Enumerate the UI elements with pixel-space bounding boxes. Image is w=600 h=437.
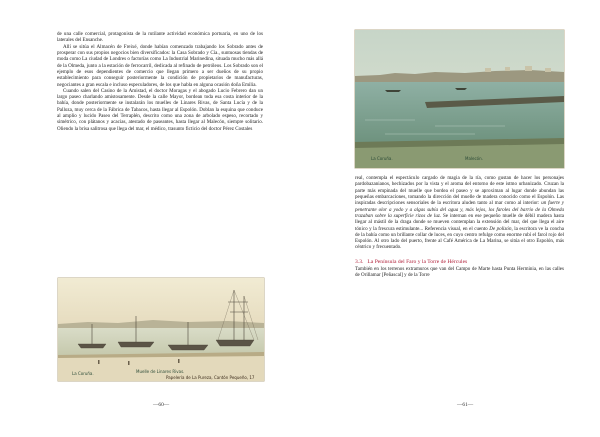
right-paragraph-1-middle: Se internan en ese pequeño muelle de débil madera hasta llegar al mástil de la draga donde se mueven contemplan la extensión del mar, del que llega el aire tónico y la frescura estimulante... Referencia visual, en el cuento	[355, 212, 564, 232]
left-body-text	[57, 31, 263, 132]
right-paragraph-1-end: la escritora ve la concha de la bahía como un brillante collar de luces, en cuyo centro refulge como enorme rubí el farol rojo del Espolón. Al otro lado del puerto, frente al Café América de La Marina, se sitúa el otro Espolón, más céntrico y frecuentado.	[355, 225, 565, 251]
section-number: 3.3.	[355, 258, 364, 265]
section-heading	[355, 259, 564, 266]
section-title: La Península del Faro y la Torre de Hércules	[367, 258, 468, 265]
left-paragraph-1: de una calle comercial, protagonista de la rutilante actividad económica portuaria, en uno de los laterales del Ensanche.	[57, 31, 263, 44]
right-paragraph-1-quote: un fuerte y penetrante olor a yodo y a algas subía del agua y, más lejos, los faroles del barrio de la Olmeda trazaban sobre la superficie rizos de luz.	[355, 200, 565, 219]
right-paragraph-1-story-title: De polizón,	[489, 225, 513, 232]
page-number-right: —61—	[457, 402, 474, 408]
photo-caption-city: La Coruña.	[72, 371, 94, 376]
muelle-postcard-image	[58, 278, 264, 381]
left-paragraph-3: Cuando salen del Casino de la Amistad, el doctor Moragas y el abogado Lucio Febrero dan un largo paseo charlando amistosamente. Desde la calle Mayor, bordean toda esa costa interior de la bahía, donde posteriormente se instalarán los muelles de Linares Rivas, de Santa Lucía y de la Palloza, muy cerca de la Fábrica de Tabacos, hasta llegar al Espolón. Doblan la esquina que conduce al amplio y lucido Paseo del Terraplén, descrito como una zona de arbolado espeso, recortado y simétrico, con plátanos y acacias, atestado de paseantes, hasta llegar al Malecón, siempre solitario. Oliendo la brisa salitrosa que llega del mar, el médico, trasunto ficticio del doctor Pérez Costales	[57, 87, 263, 132]
malecon-postcard-image	[355, 30, 564, 168]
photo-caption-title: Malecón.	[465, 156, 483, 161]
harbor-ships-illustration	[58, 278, 264, 381]
photo-caption-title: Muelle de Linares Rivas.	[136, 369, 185, 374]
photo-caption-publisher: Papelería de La Pureza, Cantón Pequeño, 17	[166, 375, 255, 380]
right-body-text	[355, 175, 564, 278]
page-number-left: —60—	[153, 402, 170, 408]
right-page	[300, 0, 600, 437]
right-paragraph-1	[355, 175, 564, 251]
left-paragraph-2: Allí se sitúa el Almacén de Freixé, donde habían comenzado trabajando los Sobrado antes de prosperar con sus propios negocios bien diversificados: la Casa Sobrado y Cía., suntuosas tiendas de moda como La ciudad de Londres o factorías como La Industrial Marinedina, situada mucho más allá de la Olmeda, junto a la estación de ferrocarril, dedicada al refinado de petróleos. Los Sobrado son el ejemplo de esos dependientes de comercio que llegan primero a ser dueños de su propio establecimiento para conseguir posteriormente la condición de propietarios de manufacturas, negociantes a gran escala e incluso especuladores, de los que habla en alguna ocasión doña Emilia.	[57, 43, 263, 88]
bay-coastline-illustration	[355, 30, 564, 168]
right-paragraph-1-start: real, contempla el espectáculo cargado de magia de la ría, como gustan de hacer los personajes pardobazanianos, hechizados por la vista y el aroma del entorno de este istmo urbanizado. Cruzan la parte más empinada del muelle que bordea el paseo y se aproximan al lugar donde abundan las pequeñas embarcaciones, tomando la dirección del muelle de madera conocido como el Espolón. Las inspiradas descripciones sensoriales de la escritora aluden tanto al mar como al interior:	[355, 175, 564, 207]
right-paragraph-2: También en los terrenos extramuros que van del Campo de Marte hasta Punta Herminia, en las calles de Orillamar [Peñascal] y de la Torre	[355, 265, 564, 279]
photo-caption-city: La Coruña.	[371, 156, 393, 161]
